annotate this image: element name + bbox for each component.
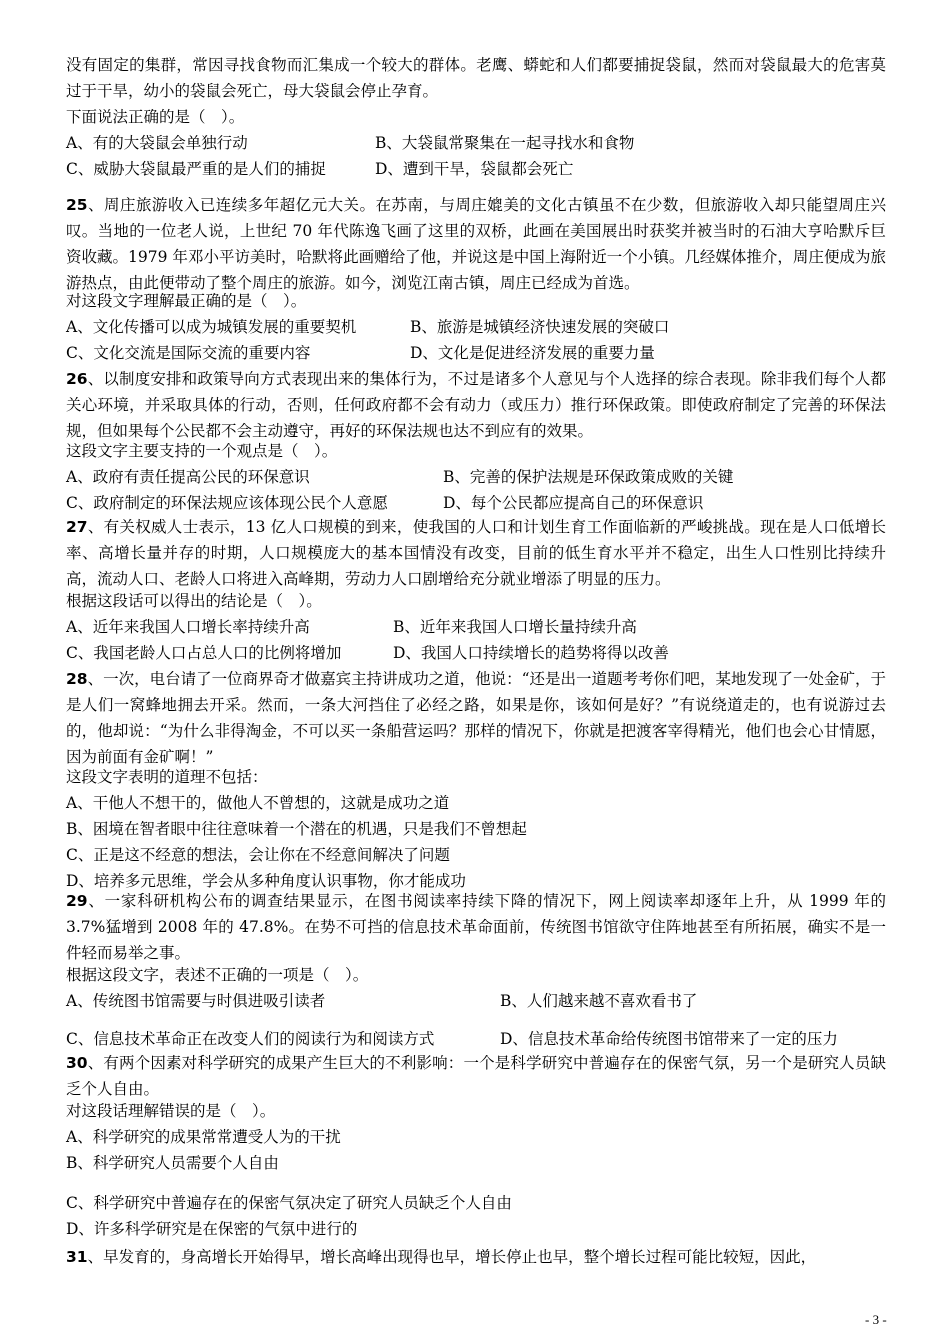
- passage-text: 、有两个因素对科学研究的成果产生巨大的不利影响：一个是科学研究中普遍存在的保密气氛，另一个是研究人员缺乏个人自由。: [66, 1054, 886, 1098]
- option-c: C、威胁大袋鼠最严重的是人们的捕捉: [66, 160, 326, 178]
- question-29-option-c: C、信息技术革命正在改变人们的阅读行为和阅读方式: [66, 1030, 435, 1048]
- page-number: - 3 -: [865, 1312, 887, 1327]
- question-28-option-c: C、正是这不经意的想法，会让你在不经意间解决了问题: [66, 846, 450, 864]
- question-29-option-b: B、人们越来越不喜欢看书了: [500, 992, 698, 1010]
- question-26-option-b: B、完善的保护法规是环保政策成败的关键: [443, 468, 734, 486]
- question-25-option-c: C、文化交流是国际交流的重要内容: [66, 344, 311, 362]
- passage-text: 、以制度安排和政策导向方式表现出来的集体行为，不过是诸多个人意见与个人选择的综合表现。除非我们每个人都关心环境，并采取具体的行动，否则，任何政府都不会有动力（或压力）推行环保政策。即使政府制定了完善的环保法规，但如果每个公民都不会主动遵守，再好的环保法规也达不到应有的效果。: [66, 370, 886, 440]
- question-30-option-b: B、科学研究人员需要个人自由: [66, 1154, 279, 1172]
- question-30-prompt: 对这段话理解错误的是（ ）。: [66, 1102, 276, 1120]
- question-28-option-d: D、培养多元思维，学会从多种角度认识事物，你才能成功: [66, 872, 466, 890]
- passage-text: 、有关权威人士表示，13 亿人口规模的到来，使我国的人口和计划生育工作面临新的严峻挑战。现在是人口低增长率、高增长量并存的时期，人口规模庞大的基本国情没有改变，目前的低生育水平并不稳定，出生人口性别比持续升高，流动人口、老龄人口将进入高峰期，劳动力人口剧增给充分就业增添了明显的压力。: [66, 518, 886, 588]
- question-27-option-c: C、我国老龄人口占总人口的比例将增加: [66, 644, 342, 662]
- question-26-passage: [66, 366, 886, 444]
- option-d: D、遭到干旱，袋鼠都会死亡: [375, 160, 574, 178]
- passage-text: 、早发育的，身高增长开始得早，增长高峰出现得也早，增长停止也早，整个增长过程可能比较短，因此，: [87, 1248, 817, 1266]
- question-number: 27: [66, 518, 88, 536]
- question-number: 29: [66, 892, 88, 910]
- option-a: A、有的大袋鼠会单独行动: [66, 134, 248, 152]
- question-prompt: 下面说法正确的是（ ）。: [66, 108, 245, 126]
- question-28-option-a: A、干他人不想干的，做他人不曾想的，这就是成功之道: [66, 794, 450, 812]
- question-30-passage: [66, 1050, 886, 1102]
- question-27-option-b: B、近年来我国人口增长量持续升高: [393, 618, 637, 636]
- question-25-prompt: 对这段文字理解最正确的是（ ）。: [66, 292, 307, 310]
- question-27-passage: [66, 514, 886, 592]
- question-number: 26: [66, 370, 88, 388]
- question-29-option-a: A、传统图书馆需要与时俱进吸引读者: [66, 992, 326, 1010]
- question-28-option-b: B、困境在智者眼中往往意味着一个潜在的机遇，只是我们不曾想起: [66, 820, 527, 838]
- question-28-prompt: 这段文字表明的道理不包括：: [66, 768, 268, 786]
- question-27-prompt: 根据这段话可以得出的结论是（ ）。: [66, 592, 322, 610]
- passage-text: 、一家科研机构公布的调查结果显示，在图书阅读率持续下降的情况下，网上阅读率却逐年上升，从 1999 年的 3.7%猛增到 2008 年的 47.8%。在势不可挡的信息技术革命面前，传统图书馆欲守住阵地甚至有所拓展，确实不是一件轻而易举之事。: [66, 892, 886, 962]
- question-30-option-c: C、科学研究中普遍存在的保密气氛决定了研究人员缺乏个人自由: [66, 1194, 512, 1212]
- question-25-option-b: B、旅游是城镇经济快速发展的突破口: [410, 318, 670, 336]
- option-b: B、大袋鼠常聚集在一起寻找水和食物: [375, 134, 635, 152]
- question-30-option-a: A、科学研究的成果常常遭受人为的干扰: [66, 1128, 341, 1146]
- question-30-option-d: D、许多科学研究是在保密的气氛中进行的: [66, 1220, 358, 1238]
- question-number: 30: [66, 1054, 88, 1072]
- question-28-passage: [66, 666, 886, 770]
- question-26-option-d: D、每个公民都应提高自己的环保意识: [443, 494, 704, 512]
- question-number: 25: [66, 196, 88, 214]
- question-number: 31: [66, 1248, 88, 1266]
- question-27-option-d: D、我国人口持续增长的趋势将得以改善: [393, 644, 669, 662]
- passage-text: 、一次，电台请了一位商界奇才做嘉宾主持讲成功之道，他说：“还是出一道题考考你们吧，某地发现了一处金矿，于是人们一窝蜂地拥去开采。然而，一条大河挡住了必经之路，如果是你，该如何是好？”有说绕道走的，也有说游过去的，他却说：“为什么非得淘金，不可以买一条船营运吗？那样的情况下，你就是把渡客宰得精光，他们也会心甘情愿，因为前面有金矿啊！”: [66, 670, 887, 766]
- question-26-prompt: 这段文字主要支持的一个观点是（ ）。: [66, 442, 338, 460]
- question-26-option-a: A、政府有责任提高公民的环保意识: [66, 468, 310, 486]
- passage-text: 、周庄旅游收入已连续多年超亿元大关。在苏南，与周庄媲美的文化古镇虽不在少数，但旅游收入却只能望周庄兴叹。当地的一位老人说，上世纪 70 年代陈逸飞画了这里的双桥，此画在美国展出时获奖并被当时的石油大亨哈默斥巨资收藏。1979 年邓小平访美时，哈默将此画赠给了他，并说这是中国上海附近一个小镇。几经媒体推介，周庄便成为旅游热点，由此便带动了整个周庄的旅游。如今，浏览江南古镇，周庄已经成为首选。: [66, 196, 886, 292]
- question-25-option-a: A、文化传播可以成为城镇发展的重要契机: [66, 318, 357, 336]
- passage-continuation: 没有固定的集群，常因寻找食物而汇集成一个较大的群体。老鹰、蟒蛇和人们都要捕捉袋鼠，然而对袋鼠最大的危害莫过于干旱，幼小的袋鼠会死亡，母大袋鼠会停止孕育。: [66, 56, 886, 100]
- question-29-passage: [66, 888, 886, 966]
- question-number: 28: [66, 670, 88, 688]
- question-26-option-c: C、政府制定的环保法规应该体现公民个人意愿: [66, 494, 388, 512]
- question-27-option-a: A、近年来我国人口增长率持续升高: [66, 618, 310, 636]
- question-29-prompt: 根据这段文字，表述不正确的一项是（ ）。: [66, 966, 369, 984]
- question-31-passage: [66, 1244, 886, 1270]
- question-25-passage: [66, 192, 886, 296]
- question-25-option-d: D、文化是促进经济发展的重要力量: [410, 344, 655, 362]
- question-29-option-d: D、信息技术革命给传统图书馆带来了一定的压力: [500, 1030, 838, 1048]
